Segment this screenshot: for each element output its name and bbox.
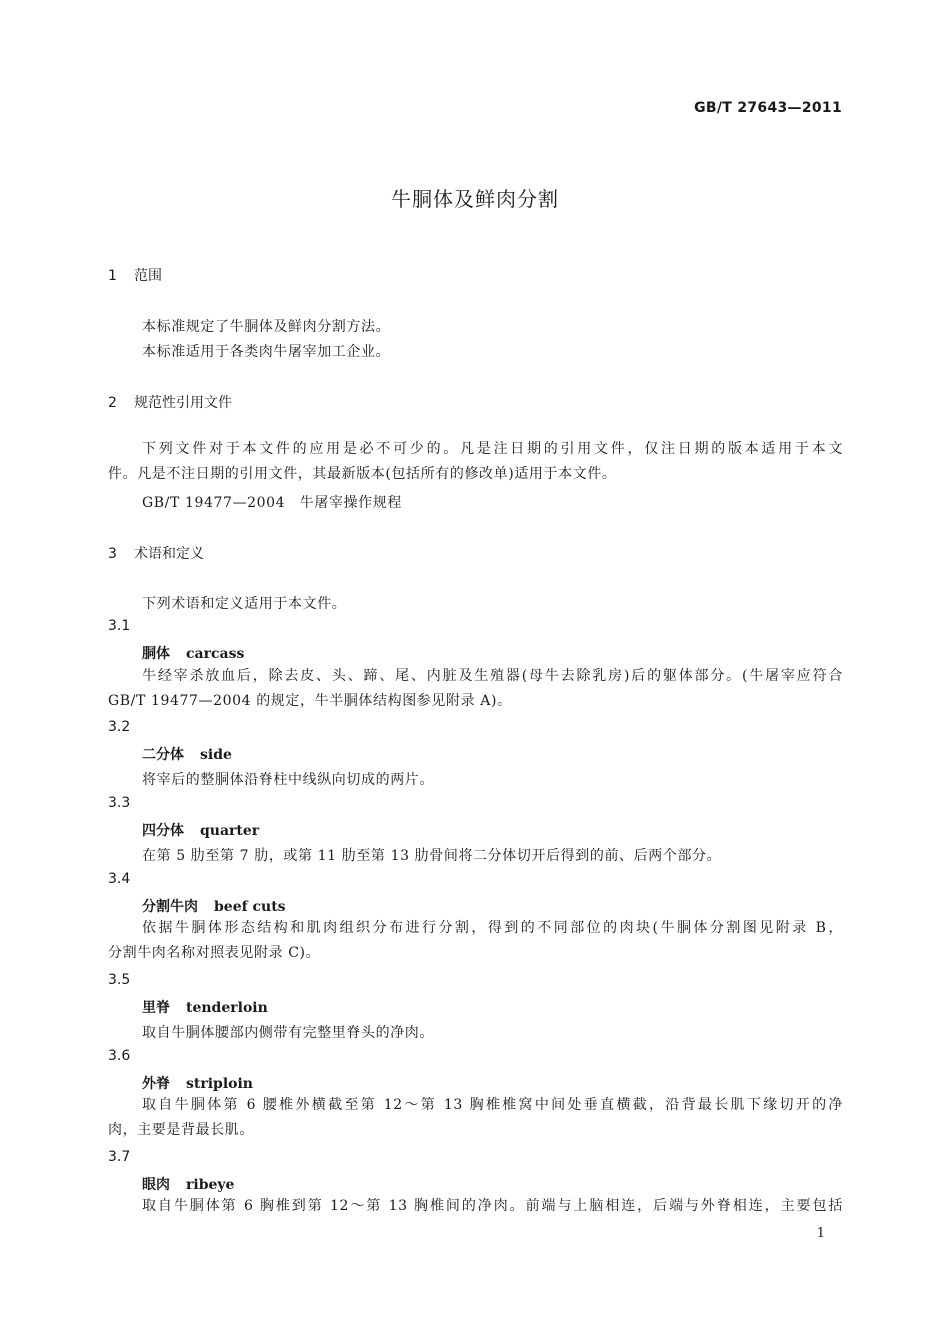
- section-title: 规范性引用文件: [134, 395, 232, 411]
- paragraph: [108, 437, 843, 487]
- term-definition: [108, 664, 843, 714]
- term-definition: 取自牛胴体腰部内侧带有完整里脊头的净肉。: [142, 1025, 434, 1041]
- term-heading: [142, 820, 259, 840]
- paragraph-line: GB/T 19477—2004 的规定，牛半胴体结构图参见附录 A)。: [108, 693, 512, 709]
- page-number: 1: [816, 1226, 825, 1241]
- term-en: carcass: [186, 646, 245, 662]
- term-number: 3.1: [108, 618, 131, 634]
- section-title: 术语和定义: [134, 546, 204, 562]
- paragraph: 本标准适用于各类肉牛屠宰加工企业。: [142, 344, 391, 360]
- section-title: 范围: [134, 268, 162, 284]
- term-definition: 在第 5 肋至第 7 肋，或第 11 肋至第 13 肋骨间将二分体切开后得到的前、后两个部分。: [142, 848, 722, 864]
- term-en: tenderloin: [186, 1000, 268, 1016]
- paragraph: 本标准规定了牛胴体及鲜肉分割方法。: [142, 319, 391, 335]
- term-definition: [108, 1093, 843, 1143]
- term-en: beef cuts: [214, 899, 286, 915]
- term-cn: 里脊: [142, 1000, 170, 1016]
- term-heading: [142, 997, 268, 1017]
- section-number: 2: [108, 395, 117, 411]
- term-number: 3.2: [108, 719, 131, 735]
- section-number: 3: [108, 546, 117, 562]
- paragraph-line: 取自牛胴体第 6 胸椎到第 12～第 13 胸椎间的净肉。前端与上脑相连，后端与外脊相连，主要包括: [142, 1198, 843, 1214]
- paragraph-line: 牛经宰杀放血后，除去皮、头、蹄、尾、内脏及生殖器(母牛去除乳房)后的躯体部分。(牛屠宰应符合: [142, 668, 843, 684]
- term-cn: 四分体: [142, 823, 184, 839]
- section-number: 1: [108, 268, 117, 284]
- section-3-heading: [108, 543, 204, 563]
- term-heading: [142, 1174, 234, 1194]
- paragraph-line: 下列文件对于本文件的应用是必不可少的。凡是注日期的引用文件，仅注日期的版本适用于本文: [142, 441, 843, 457]
- term-definition: 将宰后的整胴体沿脊柱中线纵向切成的两片。: [142, 772, 434, 788]
- document-title: 牛胴体及鲜肉分割: [391, 187, 559, 211]
- standard-number: GB/T 27643—2011: [694, 100, 842, 116]
- term-cn: 二分体: [142, 747, 184, 763]
- term-number: 3.7: [108, 1149, 131, 1165]
- term-definition: [108, 1194, 843, 1219]
- term-cn: 胴体: [142, 646, 170, 662]
- term-en: ribeye: [186, 1177, 235, 1193]
- paragraph: 下列术语和定义适用于本文件。: [142, 596, 347, 612]
- term-cn: 分割牛肉: [142, 899, 198, 915]
- term-heading: [142, 643, 244, 663]
- term-en: quarter: [200, 823, 260, 839]
- term-heading: [142, 896, 286, 916]
- term-cn: 眼肉: [142, 1177, 170, 1193]
- term-cn: 外脊: [142, 1076, 170, 1092]
- paragraph-line: 件。凡是不注日期的引用文件，其最新版本(包括所有的修改单)适用于本文件。: [108, 466, 617, 482]
- term-en: side: [200, 747, 232, 763]
- term-heading: [142, 1073, 253, 1093]
- paragraph-line: 分割牛肉名称对照表见附录 C)。: [108, 945, 321, 961]
- paragraph-line: 依据牛胴体形态结构和肌肉组织分布进行分割，得到的不同部位的肉块(牛胴体分割图见附录 B，: [142, 920, 843, 936]
- term-definition: [108, 916, 843, 966]
- paragraph-line: 肉，主要是背最长肌。: [108, 1122, 254, 1138]
- term-number: 3.5: [108, 972, 131, 988]
- paragraph-line: 取自牛胴体第 6 腰椎外横截至第 12～第 13 胸椎椎窝中间处垂直横截，沿背最长肌下缘切开的净: [142, 1097, 843, 1113]
- term-en: striploin: [186, 1076, 253, 1092]
- reference-item: GB/T 19477—2004 牛屠宰操作规程: [142, 495, 402, 511]
- section-1-heading: [108, 265, 162, 285]
- term-number: 3.4: [108, 871, 131, 887]
- section-2-heading: [108, 392, 232, 412]
- term-number: 3.6: [108, 1048, 131, 1064]
- term-heading: [142, 744, 232, 764]
- term-number: 3.3: [108, 795, 131, 811]
